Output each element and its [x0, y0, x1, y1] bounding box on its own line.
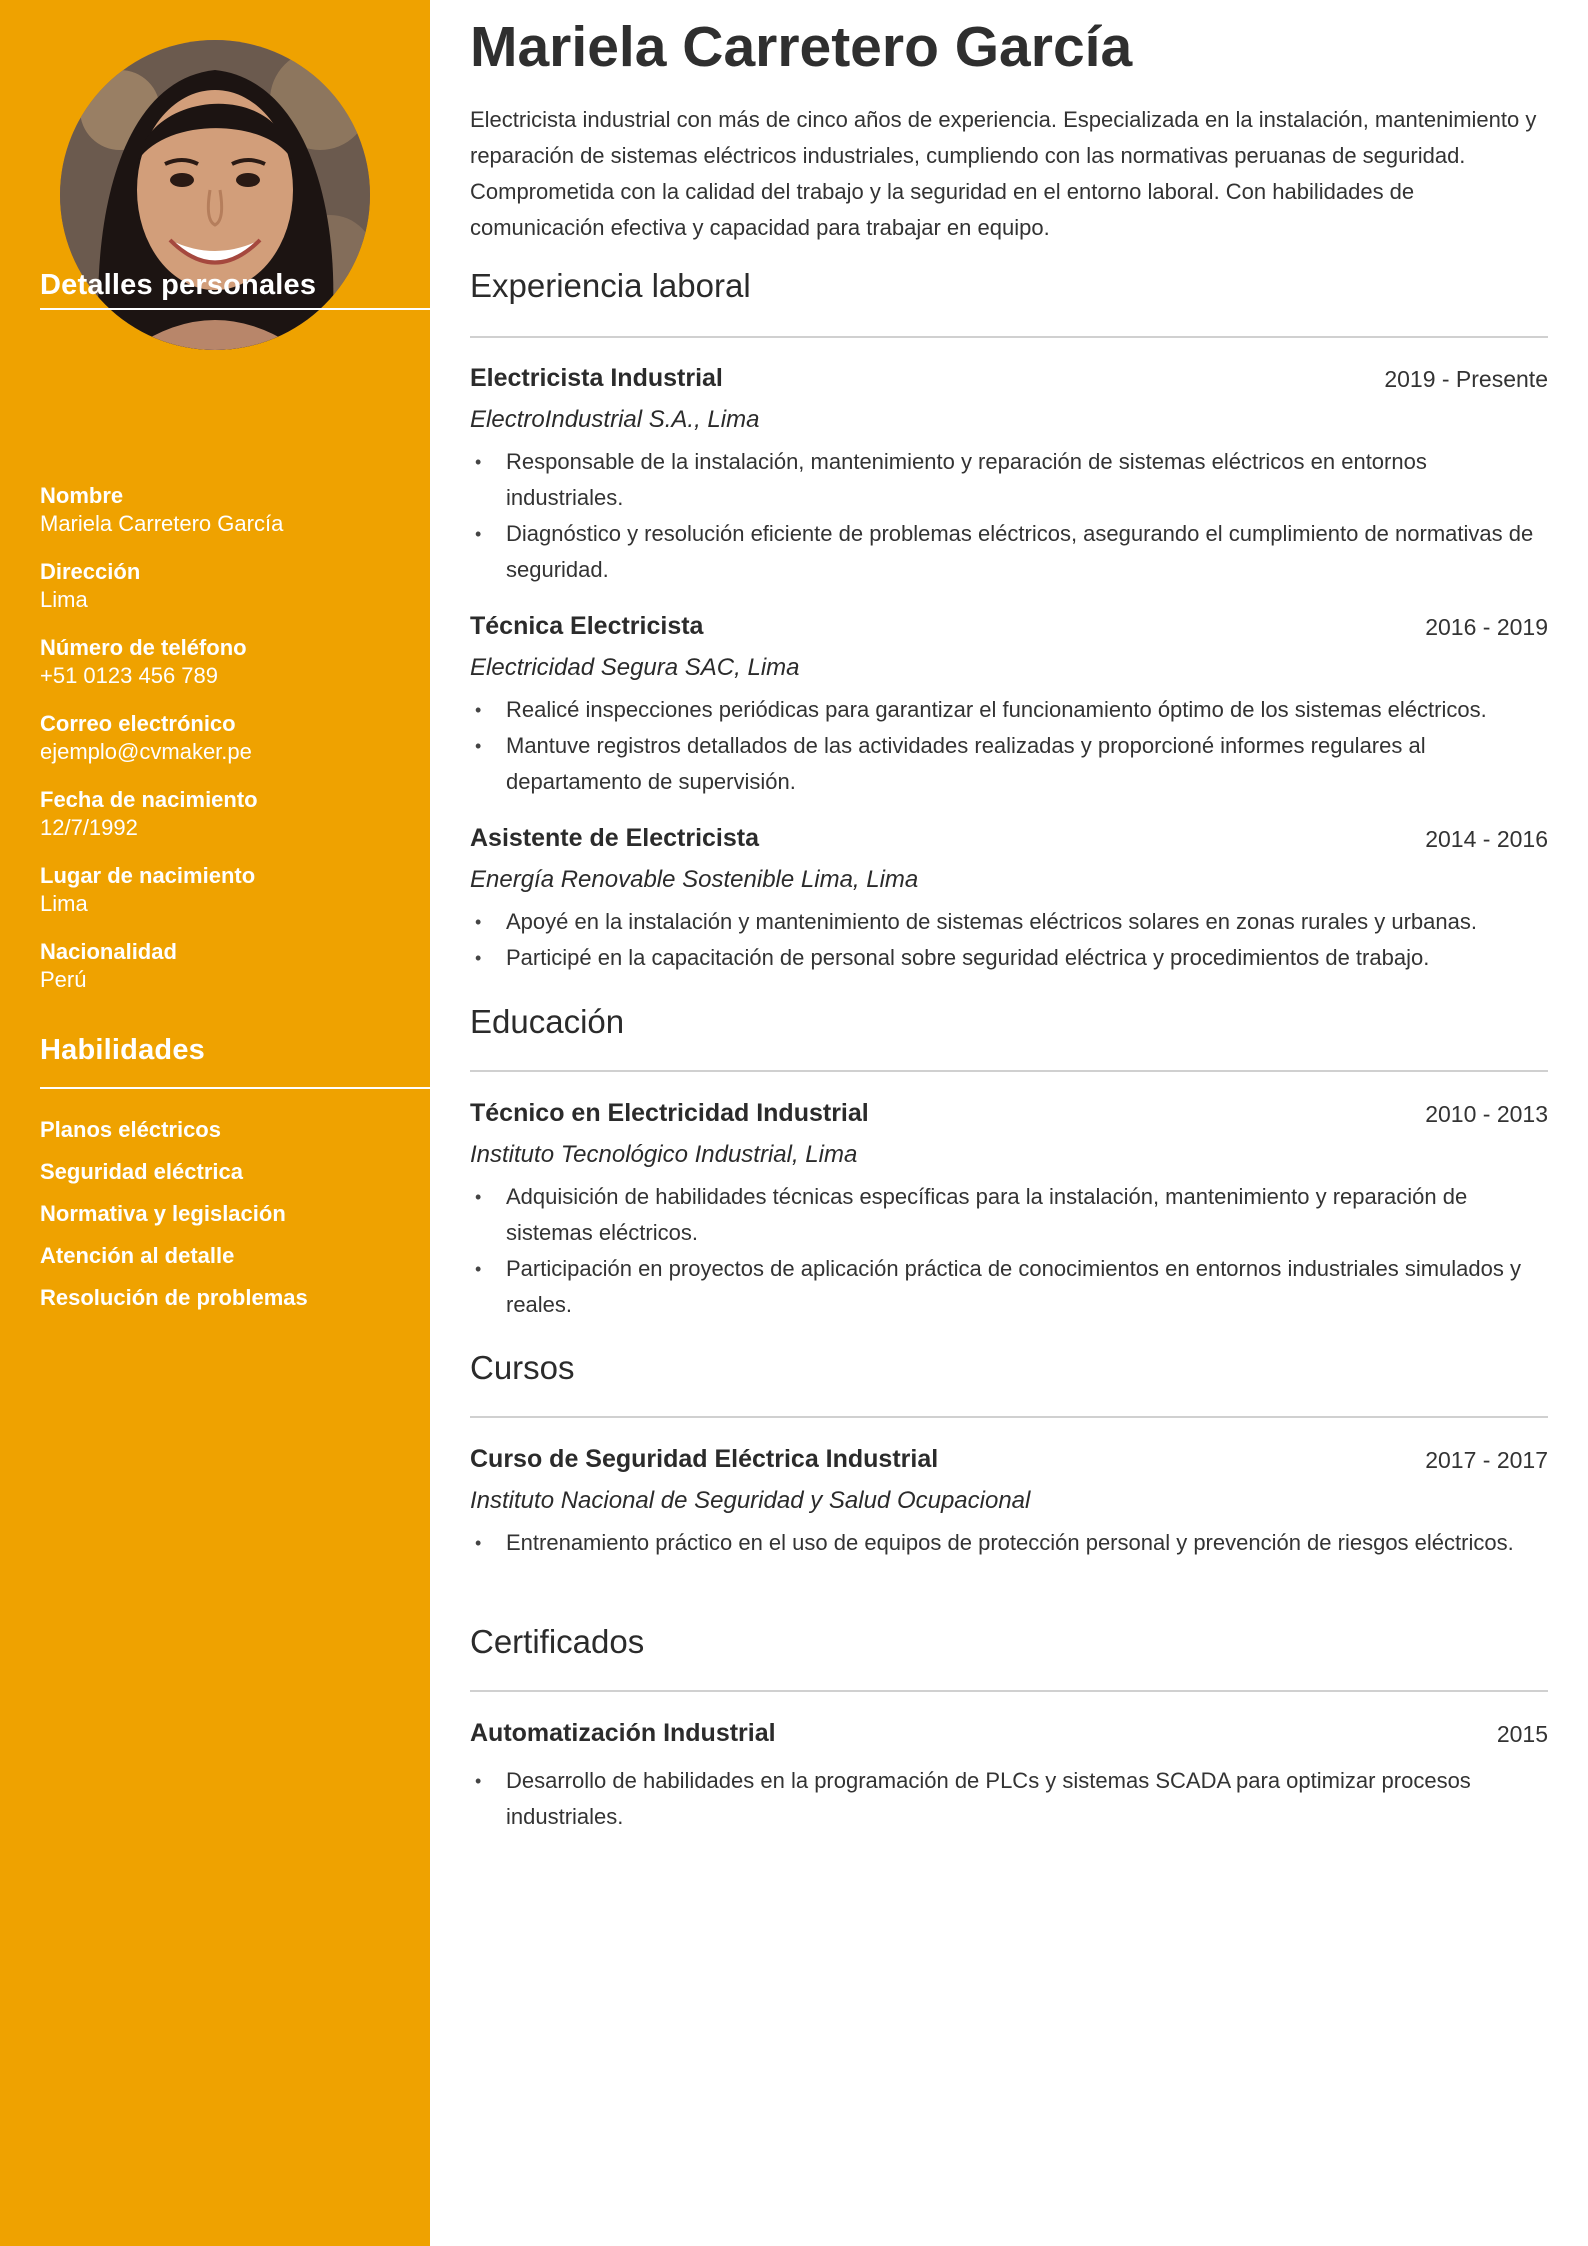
- skills-list: [40, 1116, 410, 1326]
- certificate-entry: [470, 1719, 1548, 1835]
- education-divider: [470, 1070, 1548, 1072]
- detail-item: [40, 710, 410, 766]
- detail-label: Nacionalidad: [40, 939, 177, 964]
- certificates-divider: [470, 1690, 1548, 1692]
- details-divider: [40, 308, 430, 310]
- personal-details: [40, 482, 410, 1014]
- details-title: Detalles personales: [40, 269, 317, 301]
- entry-title: Automatización Industrial: [470, 1719, 776, 1747]
- detail-value: Perú: [40, 967, 87, 992]
- detail-value: +51 0123 456 789: [40, 663, 219, 688]
- bullet-item: • Realicé inspecciones periódicas para garantizar el funcionamiento óptimo de los sistemas eléctricos.: [470, 692, 1548, 728]
- entry-subtitle: ElectroIndustrial S.A., Lima: [470, 406, 760, 433]
- skill-item: Resolución de problemas: [40, 1285, 308, 1310]
- skill-item: Normativa y legislación: [40, 1201, 286, 1226]
- entry-title: Asistente de Electricista: [470, 824, 760, 852]
- entry-date: 2016 - 2019: [1425, 614, 1548, 640]
- bullet-item: • Apoyé en la instalación y mantenimiento de sistemas eléctricos solares en zonas rurales y urbanas.: [470, 904, 1548, 940]
- bullet-item: • Participé en la capacitación de personal sobre seguridad eléctrica y procedimientos de trabajo.: [470, 940, 1548, 976]
- experience-divider: [470, 336, 1548, 338]
- bullet-item: • Mantuve registros detallados de las actividades realizadas y proporcioné informes regulares al departamento de supervisión.: [470, 728, 1548, 800]
- profile-photo-illustration: [60, 40, 370, 350]
- experience-entry: [470, 612, 1548, 800]
- certificates-title: Certificados: [470, 1623, 645, 1660]
- bullet-item: • Responsable de la instalación, mantenimiento y reparación de sistemas eléctricos en entornos industriales.: [470, 444, 1548, 516]
- profile-photo: [60, 40, 370, 350]
- entry-subtitle: Instituto Nacional de Seguridad y Salud Ocupacional: [470, 1487, 1031, 1514]
- entry-title: Electricista Industrial: [470, 364, 723, 392]
- skill-item: Planos eléctricos: [40, 1117, 221, 1142]
- detail-value: Mariela Carretero García: [40, 511, 284, 536]
- entry-bullets: [470, 444, 1548, 588]
- entry-date: 2010 - 2013: [1425, 1101, 1548, 1127]
- courses-divider: [470, 1416, 1548, 1418]
- skills-title: Habilidades: [40, 1034, 205, 1066]
- candidate-name: Mariela Carretero García: [470, 15, 1133, 79]
- detail-item: [40, 558, 410, 614]
- detail-label: Número de teléfono: [40, 635, 247, 660]
- entry-subtitle: Electricidad Segura SAC, Lima: [470, 654, 800, 681]
- entry-title: Curso de Seguridad Eléctrica Industrial: [470, 1445, 939, 1473]
- entry-bullets: [470, 904, 1548, 976]
- detail-value: Lima: [40, 587, 88, 612]
- skills-divider: [40, 1087, 430, 1089]
- entry-bullets: [470, 1763, 1548, 1835]
- education-entry: [470, 1099, 1548, 1323]
- detail-value: ejemplo@cvmaker.pe: [40, 739, 252, 764]
- entry-bullets: [470, 1179, 1548, 1323]
- experience-title: Experiencia laboral: [470, 267, 751, 304]
- bullet-item: • Adquisición de habilidades técnicas específicas para la instalación, mantenimiento y reparación de sistemas eléctricos.: [470, 1179, 1548, 1251]
- courses-title: Cursos: [470, 1349, 575, 1386]
- bullet-item: • Participación en proyectos de aplicación práctica de conocimientos en entornos industriales simulados y reales.: [470, 1251, 1548, 1323]
- detail-label: Dirección: [40, 559, 141, 584]
- detail-label: Correo electrónico: [40, 711, 236, 736]
- experience-entry: [470, 824, 1548, 976]
- entry-title: Técnica Electricista: [470, 612, 704, 640]
- entry-bullets: [470, 1525, 1548, 1561]
- entry-subtitle: Energía Renovable Sostenible Lima, Lima: [470, 866, 919, 893]
- entry-date: 2014 - 2016: [1425, 826, 1548, 852]
- sidebar: [0, 0, 430, 2246]
- detail-item: [40, 938, 410, 994]
- entry-subtitle: Instituto Tecnológico Industrial, Lima: [470, 1141, 858, 1168]
- experience-entry: [470, 364, 1548, 588]
- entry-title: Técnico en Electricidad Industrial: [470, 1099, 869, 1127]
- detail-label: Lugar de nacimiento: [40, 863, 256, 888]
- detail-label: Fecha de nacimiento: [40, 787, 258, 812]
- entry-date: 2019 - Presente: [1384, 366, 1548, 392]
- detail-label: Nombre: [40, 483, 124, 508]
- bullet-item: • Desarrollo de habilidades en la programación de PLCs y sistemas SCADA para optimizar procesos industriales.: [470, 1763, 1548, 1835]
- detail-item: [40, 634, 410, 690]
- detail-value: Lima: [40, 891, 88, 916]
- education-title: Educación: [470, 1003, 625, 1040]
- detail-item: [40, 786, 410, 842]
- entry-date: 2015: [1496, 1721, 1548, 1747]
- course-entry: [470, 1445, 1548, 1561]
- skill-item: Seguridad eléctrica: [40, 1159, 243, 1184]
- entry-bullets: [470, 692, 1548, 800]
- entry-date: 2017 - 2017: [1425, 1447, 1548, 1473]
- detail-item: [40, 862, 410, 918]
- bullet-item: • Diagnóstico y resolución eficiente de problemas eléctricos, asegurando el cumplimiento de normativas de seguridad.: [470, 516, 1548, 588]
- bullet-item: • Entrenamiento práctico en el uso de equipos de protección personal y prevención de riesgos eléctricos.: [470, 1525, 1548, 1561]
- detail-item: [40, 482, 410, 538]
- detail-value: 12/7/1992: [40, 815, 138, 840]
- profile-summary: Electricista industrial con más de cinco años de experiencia. Especializada en la instalación, mantenimiento y reparación de sistemas eléctricos industriales, cumpliendo con las normativas peruanas de seguridad. Comprometida con la calidad del trabajo y la seguridad en el entorno laboral. Con habilidades de comunicación efectiva y capacidad para trabajar en equipo.: [470, 107, 1537, 240]
- skill-item: Atención al detalle: [40, 1243, 235, 1268]
